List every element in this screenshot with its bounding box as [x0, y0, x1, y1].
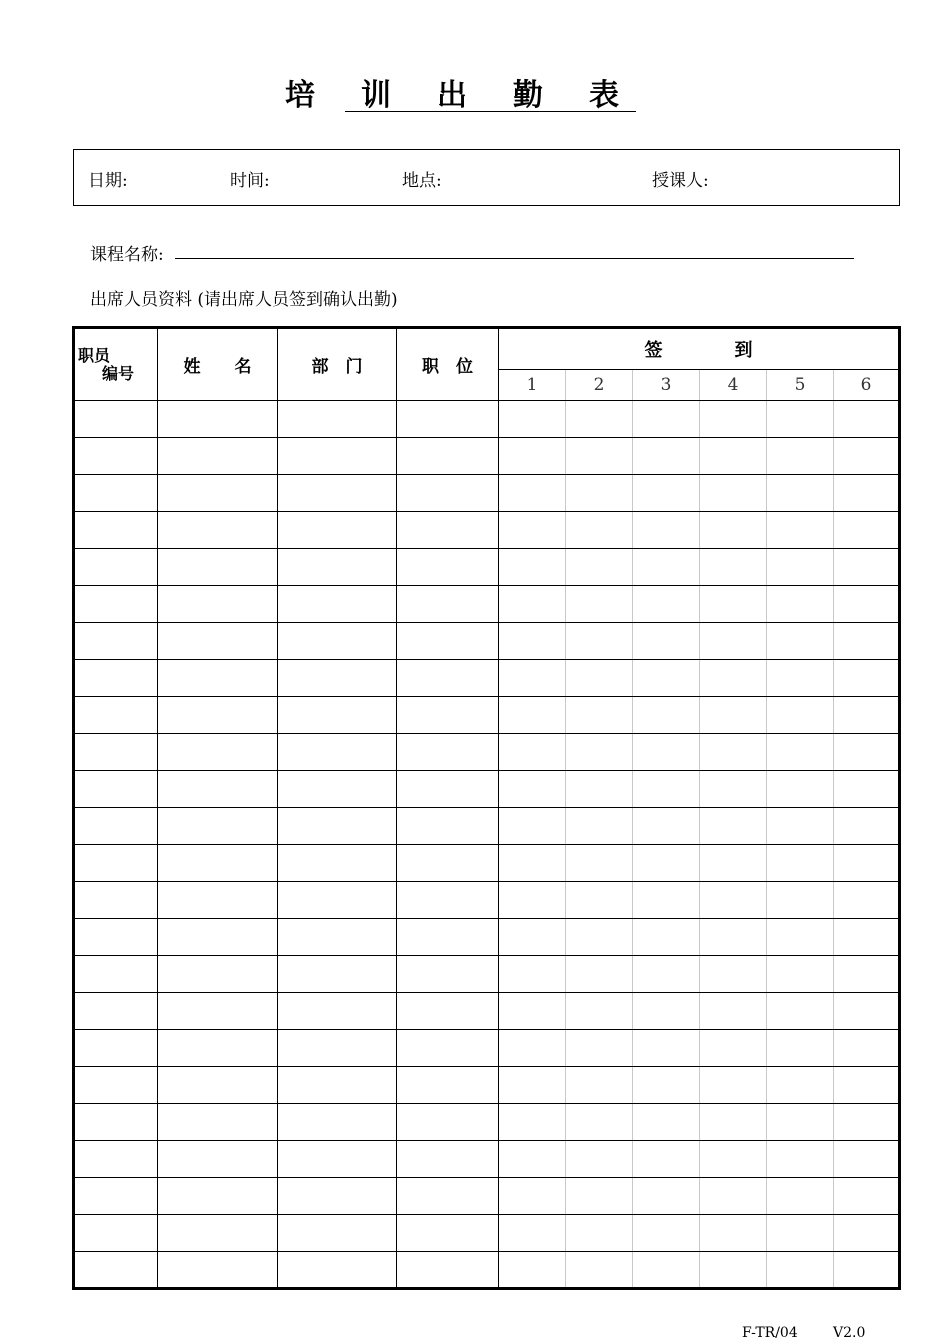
signin-cell-3[interactable] — [633, 734, 700, 771]
signin-cell-5[interactable] — [767, 660, 834, 697]
signin-cell-6[interactable] — [834, 401, 900, 438]
name-cell[interactable] — [158, 734, 278, 771]
position-cell[interactable] — [397, 734, 499, 771]
position-cell[interactable] — [397, 771, 499, 808]
signin-cell-4[interactable] — [700, 882, 767, 919]
session-number-1: 1 — [499, 370, 566, 401]
table-row — [74, 919, 900, 956]
signin-cell-4[interactable] — [700, 549, 767, 586]
position-cell[interactable] — [397, 438, 499, 475]
signin-cell-6[interactable] — [834, 734, 900, 771]
signin-cell-6[interactable] — [834, 660, 900, 697]
signin-cell-2[interactable] — [566, 993, 633, 1030]
info-box — [73, 149, 900, 206]
signin-header: 签 到 — [499, 328, 900, 370]
signin-cell-5[interactable] — [767, 549, 834, 586]
signin-cell-3[interactable] — [633, 808, 700, 845]
name-cell[interactable] — [158, 1178, 278, 1215]
department-cell[interactable] — [278, 1030, 397, 1067]
table-row — [74, 660, 900, 697]
table-row — [74, 512, 900, 549]
department-cell[interactable] — [278, 882, 397, 919]
department-cell[interactable] — [278, 1067, 397, 1104]
signin-cell-6[interactable] — [834, 845, 900, 882]
emp-id-cell[interactable] — [74, 808, 158, 845]
table-row — [74, 1030, 900, 1067]
table-row — [74, 1215, 900, 1252]
signin-cell-4[interactable] — [700, 623, 767, 660]
signin-cell-5[interactable] — [767, 882, 834, 919]
signin-cell-2[interactable] — [566, 734, 633, 771]
position-cell[interactable] — [397, 586, 499, 623]
date-label: 日期: — [88, 171, 128, 191]
emp-id-cell[interactable] — [74, 734, 158, 771]
signin-cell-3[interactable] — [633, 1030, 700, 1067]
signin-cell-5[interactable] — [767, 1104, 834, 1141]
signin-cell-6[interactable] — [834, 623, 900, 660]
name-cell[interactable] — [158, 1215, 278, 1252]
signin-cell-1[interactable] — [499, 586, 566, 623]
signin-cell-4[interactable] — [700, 771, 767, 808]
department-cell[interactable] — [278, 512, 397, 549]
name-cell[interactable] — [158, 1252, 278, 1289]
department-cell[interactable] — [278, 919, 397, 956]
name-cell[interactable] — [158, 401, 278, 438]
name-cell[interactable] — [158, 1067, 278, 1104]
table-row — [74, 438, 900, 475]
name-cell[interactable] — [158, 882, 278, 919]
signin-cell-5[interactable] — [767, 993, 834, 1030]
signin-cell-3[interactable] — [633, 586, 700, 623]
name-cell[interactable] — [158, 919, 278, 956]
emp-id-cell[interactable] — [74, 771, 158, 808]
signin-cell-6[interactable] — [834, 956, 900, 993]
signin-cell-1[interactable] — [499, 734, 566, 771]
signin-cell-6[interactable] — [834, 1178, 900, 1215]
signin-cell-5[interactable] — [767, 956, 834, 993]
signin-cell-6[interactable] — [834, 512, 900, 549]
name-cell[interactable] — [158, 1030, 278, 1067]
table-row — [74, 1104, 900, 1141]
time-label: 时间: — [230, 171, 270, 191]
table-row — [74, 882, 900, 919]
name-cell[interactable] — [158, 660, 278, 697]
signin-cell-5[interactable] — [767, 512, 834, 549]
signin-cell-5[interactable] — [767, 771, 834, 808]
department-cell[interactable] — [278, 1178, 397, 1215]
signin-cell-4[interactable] — [700, 660, 767, 697]
emp-id-cell[interactable] — [74, 845, 158, 882]
signin-cell-2[interactable] — [566, 882, 633, 919]
name-cell[interactable] — [158, 771, 278, 808]
position-cell[interactable] — [397, 808, 499, 845]
signin-cell-1[interactable] — [499, 660, 566, 697]
department-header: 部 门 — [278, 328, 397, 401]
table-row — [74, 475, 900, 512]
signin-cell-2[interactable] — [566, 586, 633, 623]
name-cell[interactable] — [158, 808, 278, 845]
emp-id-cell[interactable] — [74, 586, 158, 623]
signin-cell-4[interactable] — [700, 475, 767, 512]
signin-cell-4[interactable] — [700, 1215, 767, 1252]
position-cell[interactable] — [397, 993, 499, 1030]
signin-cell-4[interactable] — [700, 438, 767, 475]
position-cell[interactable] — [397, 1030, 499, 1067]
table-row — [74, 734, 900, 771]
signin-cell-5[interactable] — [767, 697, 834, 734]
signin-cell-6[interactable] — [834, 549, 900, 586]
table-row — [74, 771, 900, 808]
department-cell[interactable] — [278, 808, 397, 845]
name-cell[interactable] — [158, 1104, 278, 1141]
signin-cell-3[interactable] — [633, 845, 700, 882]
signin-cell-3[interactable] — [633, 438, 700, 475]
location-label: 地点: — [402, 171, 442, 191]
signin-cell-1[interactable] — [499, 1030, 566, 1067]
signin-cell-1[interactable] — [499, 1141, 566, 1178]
signin-cell-1[interactable] — [499, 1215, 566, 1252]
signin-cell-2[interactable] — [566, 956, 633, 993]
signin-cell-1[interactable] — [499, 1252, 566, 1289]
name-cell[interactable] — [158, 845, 278, 882]
signin-cell-3[interactable] — [633, 1178, 700, 1215]
signin-cell-6[interactable] — [834, 1067, 900, 1104]
signin-cell-5[interactable] — [767, 438, 834, 475]
signin-cell-6[interactable] — [834, 993, 900, 1030]
name-cell[interactable] — [158, 956, 278, 993]
signin-cell-6[interactable] — [834, 1215, 900, 1252]
signin-cell-2[interactable] — [566, 623, 633, 660]
position-cell[interactable] — [397, 512, 499, 549]
signin-cell-6[interactable] — [834, 697, 900, 734]
signin-cell-3[interactable] — [633, 882, 700, 919]
table-row — [74, 697, 900, 734]
course-name-field[interactable] — [175, 258, 854, 259]
signin-cell-4[interactable] — [700, 993, 767, 1030]
emp-id-cell[interactable] — [74, 1178, 158, 1215]
position-cell[interactable] — [397, 1178, 499, 1215]
signin-cell-6[interactable] — [834, 586, 900, 623]
emp-id-cell[interactable] — [74, 882, 158, 919]
position-cell[interactable] — [397, 660, 499, 697]
department-cell[interactable] — [278, 993, 397, 1030]
signin-cell-2[interactable] — [566, 697, 633, 734]
table-row — [74, 1252, 900, 1289]
title-underline — [345, 111, 636, 112]
signin-cell-2[interactable] — [566, 660, 633, 697]
position-cell[interactable] — [397, 882, 499, 919]
signin-cell-4[interactable] — [700, 956, 767, 993]
name-header: 姓 名 — [158, 328, 278, 401]
signin-cell-2[interactable] — [566, 808, 633, 845]
department-cell[interactable] — [278, 401, 397, 438]
position-header: 职 位 — [397, 328, 499, 401]
signin-cell-4[interactable] — [700, 1104, 767, 1141]
position-cell[interactable] — [397, 475, 499, 512]
emp-id-cell[interactable] — [74, 438, 158, 475]
emp-id-cell[interactable] — [74, 401, 158, 438]
signin-cell-5[interactable] — [767, 623, 834, 660]
position-cell[interactable] — [397, 919, 499, 956]
signin-cell-2[interactable] — [566, 1141, 633, 1178]
signin-cell-5[interactable] — [767, 1067, 834, 1104]
signin-cell-1[interactable] — [499, 993, 566, 1030]
signin-cell-3[interactable] — [633, 1252, 700, 1289]
name-cell[interactable] — [158, 512, 278, 549]
signin-cell-2[interactable] — [566, 438, 633, 475]
signin-cell-6[interactable] — [834, 919, 900, 956]
signin-cell-5[interactable] — [767, 1215, 834, 1252]
signin-cell-6[interactable] — [834, 1252, 900, 1289]
emp-id-cell[interactable] — [74, 697, 158, 734]
signin-cell-3[interactable] — [633, 512, 700, 549]
signin-cell-3[interactable] — [633, 1067, 700, 1104]
signin-cell-1[interactable] — [499, 549, 566, 586]
emp-id-cell[interactable] — [74, 660, 158, 697]
signin-cell-5[interactable] — [767, 475, 834, 512]
signin-cell-1[interactable] — [499, 956, 566, 993]
signin-cell-1[interactable] — [499, 475, 566, 512]
signin-cell-1[interactable] — [499, 512, 566, 549]
signin-cell-4[interactable] — [700, 1030, 767, 1067]
emp-id-cell[interactable] — [74, 919, 158, 956]
attendance-table — [72, 326, 901, 1290]
department-cell[interactable] — [278, 1141, 397, 1178]
signin-cell-5[interactable] — [767, 734, 834, 771]
table-row — [74, 845, 900, 882]
signin-cell-4[interactable] — [700, 512, 767, 549]
department-cell[interactable] — [278, 549, 397, 586]
position-cell[interactable] — [397, 401, 499, 438]
signin-cell-2[interactable] — [566, 1252, 633, 1289]
signin-cell-3[interactable] — [633, 771, 700, 808]
signin-cell-6[interactable] — [834, 771, 900, 808]
name-cell[interactable] — [158, 993, 278, 1030]
signin-cell-5[interactable] — [767, 586, 834, 623]
signin-cell-1[interactable] — [499, 1067, 566, 1104]
signin-cell-6[interactable] — [834, 882, 900, 919]
emp-id-cell[interactable] — [74, 993, 158, 1030]
signin-cell-2[interactable] — [566, 401, 633, 438]
emp-id-cell[interactable] — [74, 1030, 158, 1067]
department-cell[interactable] — [278, 697, 397, 734]
signin-cell-4[interactable] — [700, 845, 767, 882]
signin-cell-4[interactable] — [700, 1141, 767, 1178]
table-row — [74, 1178, 900, 1215]
position-cell[interactable] — [397, 1252, 499, 1289]
position-cell[interactable] — [397, 1215, 499, 1252]
signin-cell-2[interactable] — [566, 1178, 633, 1215]
signin-cell-3[interactable] — [633, 1141, 700, 1178]
department-cell[interactable] — [278, 956, 397, 993]
department-cell[interactable] — [278, 845, 397, 882]
table-row — [74, 586, 900, 623]
position-cell[interactable] — [397, 956, 499, 993]
signin-cell-1[interactable] — [499, 845, 566, 882]
signin-cell-2[interactable] — [566, 475, 633, 512]
position-cell[interactable] — [397, 1141, 499, 1178]
emp-id-cell[interactable] — [74, 1104, 158, 1141]
signin-cell-3[interactable] — [633, 919, 700, 956]
signin-cell-6[interactable] — [834, 1030, 900, 1067]
emp-id-header-line1: 职员 — [78, 345, 111, 365]
signin-cell-3[interactable] — [633, 993, 700, 1030]
emp-id-cell[interactable] — [74, 1141, 158, 1178]
table-row — [74, 1067, 900, 1104]
session-number-4: 4 — [700, 370, 767, 401]
name-cell[interactable] — [158, 623, 278, 660]
signin-cell-3[interactable] — [633, 956, 700, 993]
emp-id-cell[interactable] — [74, 623, 158, 660]
signin-cell-5[interactable] — [767, 1252, 834, 1289]
signin-cell-3[interactable] — [633, 660, 700, 697]
department-cell[interactable] — [278, 586, 397, 623]
signin-cell-2[interactable] — [566, 1104, 633, 1141]
signin-cell-4[interactable] — [700, 919, 767, 956]
emp-id-cell[interactable] — [74, 549, 158, 586]
signin-cell-6[interactable] — [834, 808, 900, 845]
name-cell[interactable] — [158, 697, 278, 734]
position-cell[interactable] — [397, 697, 499, 734]
signin-cell-1[interactable] — [499, 401, 566, 438]
table-row — [74, 401, 900, 438]
signin-cell-6[interactable] — [834, 1141, 900, 1178]
position-cell[interactable] — [397, 1067, 499, 1104]
signin-cell-1[interactable] — [499, 1178, 566, 1215]
signin-cell-3[interactable] — [633, 1104, 700, 1141]
name-cell[interactable] — [158, 438, 278, 475]
signin-cell-1[interactable] — [499, 808, 566, 845]
signin-cell-3[interactable] — [633, 1215, 700, 1252]
emp-id-cell[interactable] — [74, 1215, 158, 1252]
position-cell[interactable] — [397, 1104, 499, 1141]
attendee-note: 出席人员资料 (请出席人员签到确认出勤) — [90, 290, 398, 310]
emp-id-header-line2: 编号 — [102, 363, 135, 383]
department-cell[interactable] — [278, 1104, 397, 1141]
signin-cell-1[interactable] — [499, 1104, 566, 1141]
header-row — [74, 328, 900, 370]
signin-cell-5[interactable] — [767, 401, 834, 438]
department-cell[interactable] — [278, 734, 397, 771]
table-row — [74, 549, 900, 586]
signin-cell-1[interactable] — [499, 882, 566, 919]
course-name-label: 课程名称: — [90, 245, 164, 265]
department-cell[interactable] — [278, 623, 397, 660]
name-cell[interactable] — [158, 475, 278, 512]
table-row — [74, 993, 900, 1030]
page-title: 培训出勤表 — [285, 78, 665, 113]
signin-cell-2[interactable] — [566, 512, 633, 549]
signin-cell-3[interactable] — [633, 549, 700, 586]
emp-id-header — [74, 328, 158, 401]
position-cell[interactable] — [397, 549, 499, 586]
signin-cell-4[interactable] — [700, 697, 767, 734]
signin-cell-5[interactable] — [767, 808, 834, 845]
table-row — [74, 623, 900, 660]
instructor-label: 授课人: — [652, 171, 709, 191]
signin-cell-6[interactable] — [834, 1104, 900, 1141]
emp-id-cell[interactable] — [74, 1067, 158, 1104]
department-cell[interactable] — [278, 438, 397, 475]
session-number-5: 5 — [767, 370, 834, 401]
signin-cell-3[interactable] — [633, 623, 700, 660]
session-number-3: 3 — [633, 370, 700, 401]
department-cell[interactable] — [278, 1215, 397, 1252]
signin-cell-3[interactable] — [633, 401, 700, 438]
signin-cell-4[interactable] — [700, 734, 767, 771]
table-row — [74, 956, 900, 993]
department-cell[interactable] — [278, 1252, 397, 1289]
signin-cell-1[interactable] — [499, 771, 566, 808]
signin-cell-4[interactable] — [700, 1178, 767, 1215]
signin-cell-3[interactable] — [633, 475, 700, 512]
signin-cell-5[interactable] — [767, 1141, 834, 1178]
signin-cell-5[interactable] — [767, 1030, 834, 1067]
signin-cell-2[interactable] — [566, 1067, 633, 1104]
emp-id-cell[interactable] — [74, 512, 158, 549]
table-row — [74, 808, 900, 845]
department-cell[interactable] — [278, 660, 397, 697]
signin-cell-4[interactable] — [700, 586, 767, 623]
emp-id-cell[interactable] — [74, 956, 158, 993]
signin-cell-2[interactable] — [566, 1030, 633, 1067]
signin-cell-2[interactable] — [566, 919, 633, 956]
emp-id-cell[interactable] — [74, 475, 158, 512]
signin-cell-2[interactable] — [566, 771, 633, 808]
signin-cell-1[interactable] — [499, 919, 566, 956]
position-cell[interactable] — [397, 623, 499, 660]
signin-cell-5[interactable] — [767, 919, 834, 956]
department-cell[interactable] — [278, 771, 397, 808]
signin-cell-1[interactable] — [499, 623, 566, 660]
session-number-6: 6 — [834, 370, 900, 401]
table-row — [74, 1141, 900, 1178]
name-cell[interactable] — [158, 586, 278, 623]
signin-cell-2[interactable] — [566, 845, 633, 882]
version: V2.0 — [833, 1325, 866, 1341]
name-cell[interactable] — [158, 1141, 278, 1178]
signin-cell-4[interactable] — [700, 1252, 767, 1289]
signin-cell-2[interactable] — [566, 1215, 633, 1252]
signin-cell-6[interactable] — [834, 475, 900, 512]
signin-cell-5[interactable] — [767, 1178, 834, 1215]
signin-cell-1[interactable] — [499, 438, 566, 475]
signin-cell-6[interactable] — [834, 438, 900, 475]
signin-cell-4[interactable] — [700, 1067, 767, 1104]
signin-cell-3[interactable] — [633, 697, 700, 734]
name-cell[interactable] — [158, 549, 278, 586]
signin-cell-4[interactable] — [700, 808, 767, 845]
position-cell[interactable] — [397, 845, 499, 882]
emp-id-cell[interactable] — [74, 1252, 158, 1289]
signin-cell-1[interactable] — [499, 697, 566, 734]
signin-cell-4[interactable] — [700, 401, 767, 438]
signin-cell-5[interactable] — [767, 845, 834, 882]
signin-cell-2[interactable] — [566, 549, 633, 586]
session-number-2: 2 — [566, 370, 633, 401]
department-cell[interactable] — [278, 475, 397, 512]
form-code: F-TR/04 — [742, 1325, 798, 1341]
